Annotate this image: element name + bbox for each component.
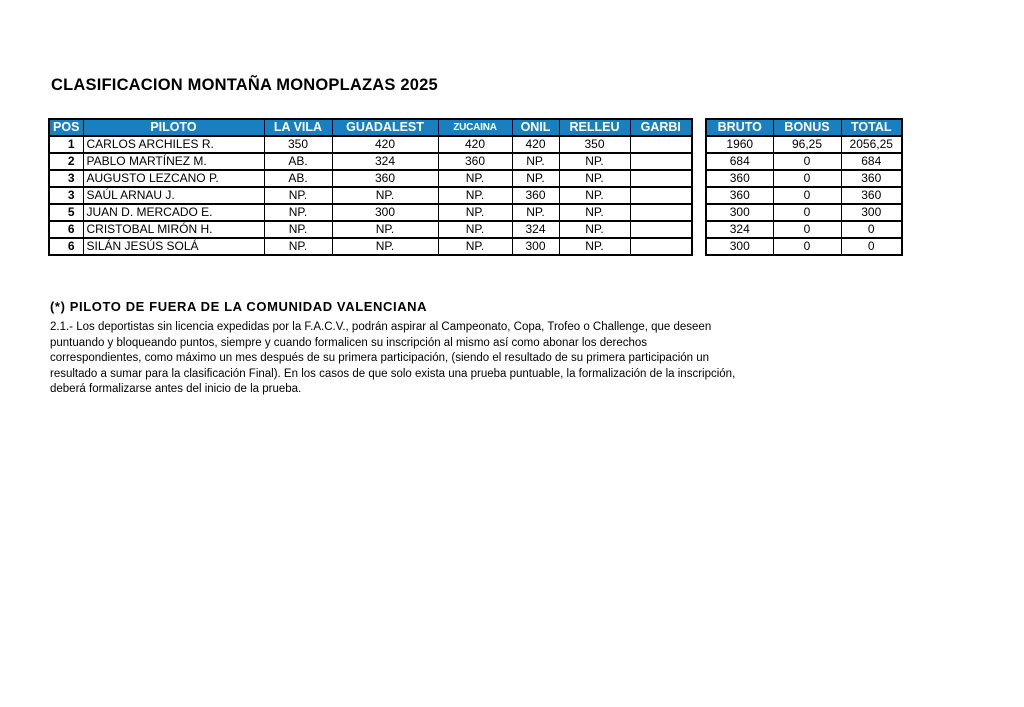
summary-table-body xyxy=(706,136,902,255)
bonus-cell: 96,25 xyxy=(773,136,841,153)
column-header-onil: ONIL xyxy=(512,119,559,136)
summary-row xyxy=(706,221,902,238)
score-cell: NP. xyxy=(559,153,630,170)
score-cell: NP. xyxy=(332,221,438,238)
score-cell: NP. xyxy=(332,187,438,204)
score-cell: 350 xyxy=(559,136,630,153)
column-header-la-vila: LA VILA xyxy=(264,119,332,136)
summary-row xyxy=(706,204,902,221)
score-cell: 324 xyxy=(332,153,438,170)
bonus-cell: 0 xyxy=(773,153,841,170)
summary-row xyxy=(706,153,902,170)
score-cell: NP. xyxy=(559,221,630,238)
result-row xyxy=(49,238,692,255)
score-cell xyxy=(630,204,692,221)
bruto-cell: 1960 xyxy=(706,136,773,153)
score-cell xyxy=(630,221,692,238)
result-row xyxy=(49,221,692,238)
summary-header-row xyxy=(706,119,902,136)
results-table xyxy=(48,118,693,256)
pilot-name-cell: AUGUSTO LEZCANO P. xyxy=(83,170,264,187)
score-cell: NP. xyxy=(512,170,559,187)
summary-row xyxy=(706,170,902,187)
score-cell xyxy=(630,187,692,204)
bruto-cell: 684 xyxy=(706,153,773,170)
bruto-cell: 360 xyxy=(706,170,773,187)
column-header-zucaina: ZUCAINA xyxy=(438,119,512,136)
pilot-name-cell: JUAN D. MERCADO E. xyxy=(83,204,264,221)
bonus-cell: 0 xyxy=(773,221,841,238)
score-cell: NP. xyxy=(438,238,512,255)
score-cell: 420 xyxy=(512,136,559,153)
result-row xyxy=(49,136,692,153)
score-cell: NP. xyxy=(264,238,332,255)
result-row xyxy=(49,153,692,170)
bonus-cell: 0 xyxy=(773,187,841,204)
position-cell: 6 xyxy=(49,238,83,255)
score-cell: NP. xyxy=(264,204,332,221)
score-cell: NP. xyxy=(332,238,438,255)
summary-table xyxy=(705,118,903,256)
pilot-name-cell: PABLO MARTÍNEZ M. xyxy=(83,153,264,170)
score-cell: 300 xyxy=(332,204,438,221)
score-cell: AB. xyxy=(264,153,332,170)
summary-row xyxy=(706,187,902,204)
result-row xyxy=(49,204,692,221)
note-heading: (*) PILOTO DE FUERA DE LA COMUNIDAD VALENCIANA xyxy=(50,299,428,314)
summary-row xyxy=(706,238,902,255)
score-cell xyxy=(630,170,692,187)
score-cell: NP. xyxy=(512,153,559,170)
bruto-cell: 300 xyxy=(706,204,773,221)
column-header-piloto: PILOTO xyxy=(83,119,264,136)
score-cell xyxy=(630,238,692,255)
score-cell: NP. xyxy=(438,170,512,187)
note-paragraph: 2.1.- Los deportistas sin licencia expedidas por la F.A.C.V., podrán aspirar al Campeonato, Copa, Trofeo o Challenge, que deseen puntuando y bloqueando puntos, siempre y cuando formalicen su inscripción al mismo así como abonar los derechos correspondientes, como máximo un mes después de su primera participación, (siendo el resultado de su primera participación un resultado a sumar para la clasificación Final). En los casos de que solo exista una prueba puntuable, la formalización de la inscripción, deberá formalizarse antes del inicio de la prueba. xyxy=(50,321,736,395)
column-header-pos: POS xyxy=(49,119,83,136)
score-cell: 360 xyxy=(332,170,438,187)
score-cell: 350 xyxy=(264,136,332,153)
score-cell: NP. xyxy=(559,238,630,255)
position-cell: 3 xyxy=(49,187,83,204)
bonus-cell: 0 xyxy=(773,238,841,255)
summary-row xyxy=(706,136,902,153)
score-cell: 324 xyxy=(512,221,559,238)
pilot-name-cell: SILÁN JESÚS SOLÁ xyxy=(83,238,264,255)
score-cell: NP. xyxy=(438,204,512,221)
classification-tables xyxy=(48,118,903,256)
score-cell: NP. xyxy=(438,187,512,204)
column-header-total: TOTAL xyxy=(841,119,902,136)
pilot-name-cell: CRISTOBAL MIRÓN H. xyxy=(83,221,264,238)
column-header-garbi: GARBI xyxy=(630,119,692,136)
bruto-cell: 300 xyxy=(706,238,773,255)
total-cell: 360 xyxy=(841,187,902,204)
page-title: CLASIFICACION MONTAÑA MONOPLAZAS 2025 xyxy=(51,76,438,94)
bonus-cell: 0 xyxy=(773,204,841,221)
score-cell: NP. xyxy=(264,187,332,204)
position-cell: 6 xyxy=(49,221,83,238)
score-cell xyxy=(630,153,692,170)
pilot-name-cell: SAÚL ARNAU J. xyxy=(83,187,264,204)
score-cell: 300 xyxy=(512,238,559,255)
score-cell: 420 xyxy=(438,136,512,153)
column-header-bonus: BONUS xyxy=(773,119,841,136)
result-row xyxy=(49,187,692,204)
total-cell: 0 xyxy=(841,221,902,238)
score-cell: NP. xyxy=(438,221,512,238)
bruto-cell: 360 xyxy=(706,187,773,204)
column-header-relleu: RELLEU xyxy=(559,119,630,136)
score-cell: AB. xyxy=(264,170,332,187)
position-cell: 5 xyxy=(49,204,83,221)
score-cell xyxy=(630,136,692,153)
result-row xyxy=(49,170,692,187)
score-cell: 420 xyxy=(332,136,438,153)
results-header-row xyxy=(49,119,692,136)
pilot-name-cell: CARLOS ARCHILES R. xyxy=(83,136,264,153)
score-cell: NP. xyxy=(559,204,630,221)
position-cell: 1 xyxy=(49,136,83,153)
column-header-bruto: BRUTO xyxy=(706,119,773,136)
position-cell: 3 xyxy=(49,170,83,187)
column-header-guadalest: GUADALEST xyxy=(332,119,438,136)
bonus-cell: 0 xyxy=(773,170,841,187)
total-cell: 300 xyxy=(841,204,902,221)
score-cell: NP. xyxy=(559,187,630,204)
total-cell: 360 xyxy=(841,170,902,187)
results-table-body xyxy=(49,136,692,255)
score-cell: 360 xyxy=(512,187,559,204)
total-cell: 684 xyxy=(841,153,902,170)
score-cell: NP. xyxy=(512,204,559,221)
total-cell: 2056,25 xyxy=(841,136,902,153)
total-cell: 0 xyxy=(841,238,902,255)
score-cell: 360 xyxy=(438,153,512,170)
position-cell: 2 xyxy=(49,153,83,170)
bruto-cell: 324 xyxy=(706,221,773,238)
score-cell: NP. xyxy=(264,221,332,238)
score-cell: NP. xyxy=(559,170,630,187)
